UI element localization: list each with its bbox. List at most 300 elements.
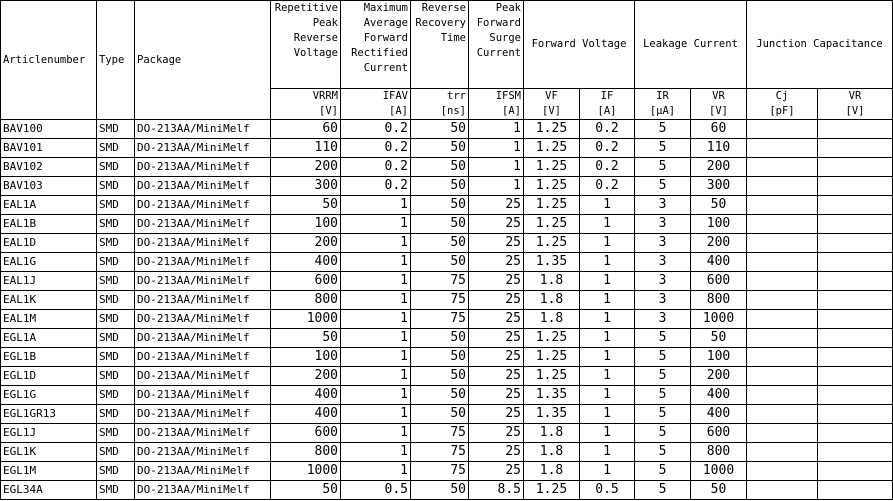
cell-type: SMD [97, 253, 135, 272]
cell-vf: 1.25 [524, 120, 580, 139]
cell-cj [747, 120, 818, 139]
cell-article: EGL1K [1, 443, 97, 462]
cell-vf: 1.25 [524, 481, 580, 500]
header-vr2-unit [818, 89, 893, 120]
cell-vr2 [818, 177, 893, 196]
cell-type: SMD [97, 120, 135, 139]
cell-article: EAL1D [1, 234, 97, 253]
cell-article: EGL34A [1, 481, 97, 500]
cell-article: EAL1M [1, 310, 97, 329]
table-row [1, 443, 893, 462]
table-row [1, 367, 893, 386]
table-row [1, 234, 893, 253]
cell-vrrm: 200 [271, 367, 341, 386]
cell-vf: 1.25 [524, 234, 580, 253]
cell-vr2 [818, 462, 893, 481]
cell-vr2 [818, 348, 893, 367]
cell-vrrm: 1000 [271, 310, 341, 329]
cell-ifav: 0.2 [341, 177, 411, 196]
table-body [1, 120, 893, 500]
cell-article: EGL1G [1, 386, 97, 405]
cell-ir: 5 [635, 348, 691, 367]
cell-package: DO-213AA/MiniMelf [135, 405, 271, 424]
cell-ir: 5 [635, 481, 691, 500]
cell-vr: 800 [691, 291, 747, 310]
cell-vr2 [818, 139, 893, 158]
cell-ifsm: 1 [469, 120, 524, 139]
cell-article: EAL1K [1, 291, 97, 310]
cell-trr: 50 [411, 158, 469, 177]
cell-vrrm: 200 [271, 158, 341, 177]
header-type: Type [97, 1, 135, 120]
cell-vr: 50 [691, 329, 747, 348]
cell-vr2 [818, 158, 893, 177]
if-unit: [A] [597, 105, 617, 117]
cell-if: 1 [580, 386, 635, 405]
cell-vr: 1000 [691, 310, 747, 329]
cell-package: DO-213AA/MiniMelf [135, 234, 271, 253]
cell-ifsm: 25 [469, 215, 524, 234]
cell-vrrm: 100 [271, 215, 341, 234]
cell-vf: 1.8 [524, 272, 580, 291]
cell-ir: 3 [635, 215, 691, 234]
cell-ifav: 1 [341, 234, 411, 253]
cell-ifsm: 25 [469, 443, 524, 462]
cell-if: 1 [580, 424, 635, 443]
cell-vr2 [818, 253, 893, 272]
cell-type: SMD [97, 177, 135, 196]
cell-if: 1 [580, 291, 635, 310]
cell-trr: 75 [411, 424, 469, 443]
cell-vr: 110 [691, 139, 747, 158]
cell-ifsm: 8.5 [469, 481, 524, 500]
cell-vrrm: 400 [271, 253, 341, 272]
header-ir-unit [635, 89, 691, 120]
table-row [1, 139, 893, 158]
cell-package: DO-213AA/MiniMelf [135, 291, 271, 310]
cell-vr2 [818, 481, 893, 500]
cell-ifsm: 25 [469, 424, 524, 443]
cell-type: SMD [97, 481, 135, 500]
cell-ir: 3 [635, 272, 691, 291]
cell-package: DO-213AA/MiniMelf [135, 215, 271, 234]
cell-ifsm: 1 [469, 158, 524, 177]
cell-vr: 800 [691, 443, 747, 462]
cell-ifsm: 25 [469, 386, 524, 405]
cell-package: DO-213AA/MiniMelf [135, 424, 271, 443]
cell-cj [747, 481, 818, 500]
cell-vr: 200 [691, 234, 747, 253]
cell-vf: 1.8 [524, 462, 580, 481]
cell-ir: 5 [635, 367, 691, 386]
cell-vrrm: 200 [271, 234, 341, 253]
cell-vf: 1.25 [524, 139, 580, 158]
cell-vr: 60 [691, 120, 747, 139]
cell-ifav: 1 [341, 367, 411, 386]
cell-vf: 1.8 [524, 443, 580, 462]
table-row [1, 329, 893, 348]
table-row [1, 386, 893, 405]
if-symbol: IF [600, 90, 614, 102]
cell-cj [747, 310, 818, 329]
table-row [1, 462, 893, 481]
cell-ifsm: 1 [469, 139, 524, 158]
header-ifsm-unit [469, 89, 524, 120]
header-vrrm-unit [271, 89, 341, 120]
header-row [1, 1, 893, 89]
cell-if: 0.2 [580, 139, 635, 158]
cell-trr: 75 [411, 291, 469, 310]
cell-trr: 50 [411, 120, 469, 139]
trr-symbol: trr [447, 90, 466, 102]
cell-if: 1 [580, 196, 635, 215]
cell-vr: 1000 [691, 462, 747, 481]
cell-vr2 [818, 443, 893, 462]
cell-cj [747, 234, 818, 253]
cell-article: EGL1J [1, 424, 97, 443]
cell-cj [747, 215, 818, 234]
cell-ifav: 1 [341, 386, 411, 405]
header-if-unit [580, 89, 635, 120]
cell-ir: 3 [635, 253, 691, 272]
cell-vr2 [818, 367, 893, 386]
cell-ifav: 1 [341, 253, 411, 272]
cell-ir: 5 [635, 329, 691, 348]
cell-vf: 1.25 [524, 215, 580, 234]
cell-ifav: 1 [341, 272, 411, 291]
cell-vr: 200 [691, 158, 747, 177]
cell-ifav: 0.5 [341, 481, 411, 500]
ifsm-symbol: IFSM [495, 90, 521, 102]
cell-vr2 [818, 405, 893, 424]
cell-cj [747, 443, 818, 462]
header-vf-unit [524, 89, 580, 120]
cell-cj [747, 196, 818, 215]
cell-trr: 75 [411, 462, 469, 481]
cell-ifsm: 25 [469, 234, 524, 253]
cell-cj [747, 177, 818, 196]
cell-trr: 50 [411, 234, 469, 253]
cell-vf: 1.35 [524, 386, 580, 405]
cell-type: SMD [97, 234, 135, 253]
cell-trr: 50 [411, 386, 469, 405]
cell-ifav: 1 [341, 443, 411, 462]
cell-ifav: 0.2 [341, 139, 411, 158]
cell-package: DO-213AA/MiniMelf [135, 443, 271, 462]
cell-vr: 600 [691, 272, 747, 291]
cell-article: EGL1M [1, 462, 97, 481]
cell-ifav: 1 [341, 291, 411, 310]
cell-article: EGL1GR13 [1, 405, 97, 424]
cell-trr: 50 [411, 139, 469, 158]
cell-ifav: 1 [341, 329, 411, 348]
cell-type: SMD [97, 443, 135, 462]
cell-type: SMD [97, 272, 135, 291]
cell-vrrm: 60 [271, 120, 341, 139]
cell-ir: 3 [635, 291, 691, 310]
cell-if: 1 [580, 367, 635, 386]
cell-vf: 1.25 [524, 348, 580, 367]
cell-cj [747, 462, 818, 481]
cell-vr2 [818, 310, 893, 329]
cell-trr: 50 [411, 196, 469, 215]
cell-ir: 5 [635, 386, 691, 405]
cell-trr: 75 [411, 310, 469, 329]
header-ifsm-label: Peak Forward Surge Current [469, 1, 524, 89]
cell-trr: 50 [411, 253, 469, 272]
header-vr-unit [691, 89, 747, 120]
cell-ifsm: 25 [469, 462, 524, 481]
cell-vrrm: 400 [271, 405, 341, 424]
cell-cj [747, 424, 818, 443]
table-row [1, 253, 893, 272]
cell-type: SMD [97, 139, 135, 158]
cell-cj [747, 367, 818, 386]
vf-symbol: VF [545, 90, 558, 102]
vrrm-unit: [V] [319, 105, 338, 117]
cj-unit: [pF] [769, 105, 795, 117]
cell-vr2 [818, 120, 893, 139]
cell-if: 1 [580, 329, 635, 348]
cell-if: 1 [580, 348, 635, 367]
header-package: Package [135, 1, 271, 120]
cell-package: DO-213AA/MiniMelf [135, 177, 271, 196]
cell-article: EGL1B [1, 348, 97, 367]
cell-vr: 300 [691, 177, 747, 196]
cell-if: 1 [580, 272, 635, 291]
cell-trr: 75 [411, 443, 469, 462]
cell-ir: 5 [635, 139, 691, 158]
cell-ifsm: 25 [469, 253, 524, 272]
cell-vf: 1.25 [524, 196, 580, 215]
cell-vr: 400 [691, 386, 747, 405]
cell-vf: 1.8 [524, 291, 580, 310]
cj-symbol: Cj [775, 90, 789, 102]
cell-trr: 50 [411, 215, 469, 234]
cell-if: 0.2 [580, 177, 635, 196]
cell-vrrm: 600 [271, 272, 341, 291]
cell-type: SMD [97, 348, 135, 367]
cell-if: 0.2 [580, 120, 635, 139]
cell-package: DO-213AA/MiniMelf [135, 139, 271, 158]
ir-unit: [μA] [649, 105, 676, 117]
cell-vrrm: 50 [271, 481, 341, 500]
cell-vrrm: 1000 [271, 462, 341, 481]
cell-type: SMD [97, 310, 135, 329]
cell-type: SMD [97, 291, 135, 310]
cell-package: DO-213AA/MiniMelf [135, 196, 271, 215]
cell-ifav: 1 [341, 424, 411, 443]
cell-vrrm: 800 [271, 291, 341, 310]
table-row [1, 405, 893, 424]
cell-ir: 3 [635, 234, 691, 253]
cell-vf: 1.35 [524, 405, 580, 424]
cell-article: EGL1D [1, 367, 97, 386]
cell-package: DO-213AA/MiniMelf [135, 272, 271, 291]
cell-vf: 1.25 [524, 158, 580, 177]
cell-type: SMD [97, 367, 135, 386]
cell-vr2 [818, 215, 893, 234]
cell-vr: 200 [691, 367, 747, 386]
cell-ifav: 1 [341, 196, 411, 215]
cell-type: SMD [97, 158, 135, 177]
cell-package: DO-213AA/MiniMelf [135, 310, 271, 329]
cell-vr2 [818, 424, 893, 443]
ifav-symbol: IFAV [382, 90, 408, 102]
cell-cj [747, 139, 818, 158]
cell-package: DO-213AA/MiniMelf [135, 386, 271, 405]
cell-ifav: 1 [341, 405, 411, 424]
cell-article: BAV102 [1, 158, 97, 177]
vr2-symbol: VR [848, 90, 862, 102]
table-row [1, 158, 893, 177]
cell-type: SMD [97, 386, 135, 405]
cell-ir: 5 [635, 443, 691, 462]
cell-if: 1 [580, 215, 635, 234]
cell-package: DO-213AA/MiniMelf [135, 481, 271, 500]
cell-ir: 3 [635, 310, 691, 329]
header-cj-unit [747, 89, 818, 120]
table-row [1, 424, 893, 443]
cell-vr2 [818, 386, 893, 405]
cell-cj [747, 329, 818, 348]
cell-vf: 1.25 [524, 177, 580, 196]
cell-type: SMD [97, 405, 135, 424]
cell-vrrm: 400 [271, 386, 341, 405]
table-row [1, 481, 893, 500]
cell-vr2 [818, 291, 893, 310]
cell-ifsm: 25 [469, 196, 524, 215]
cell-vrrm: 300 [271, 177, 341, 196]
cell-if: 1 [580, 462, 635, 481]
cell-cj [747, 253, 818, 272]
table-row [1, 196, 893, 215]
cell-article: EAL1A [1, 196, 97, 215]
header-ifav-unit [341, 89, 411, 120]
cell-vr: 400 [691, 253, 747, 272]
cell-cj [747, 291, 818, 310]
header-vrrm-label: Repetitive Peak Reverse Voltage [271, 1, 341, 89]
vrrm-symbol: VRRM [312, 90, 338, 102]
header-leakage-current: Leakage Current [635, 1, 747, 89]
cell-vr: 100 [691, 348, 747, 367]
cell-package: DO-213AA/MiniMelf [135, 120, 271, 139]
cell-vr: 50 [691, 481, 747, 500]
cell-type: SMD [97, 462, 135, 481]
cell-ir: 5 [635, 424, 691, 443]
header-forward-voltage: Forward Voltage [524, 1, 635, 89]
cell-article: EAL1G [1, 253, 97, 272]
cell-ifsm: 25 [469, 310, 524, 329]
cell-vr2 [818, 329, 893, 348]
cell-vrrm: 800 [271, 443, 341, 462]
cell-ir: 5 [635, 462, 691, 481]
ifav-unit: [A] [389, 105, 408, 117]
table-row [1, 310, 893, 329]
cell-vr2 [818, 196, 893, 215]
table-row [1, 120, 893, 139]
ir-symbol: IR [656, 90, 669, 102]
cell-ifav: 0.2 [341, 120, 411, 139]
cell-cj [747, 386, 818, 405]
cell-vr: 400 [691, 405, 747, 424]
ifsm-unit: [A] [502, 105, 521, 117]
cell-ifsm: 25 [469, 291, 524, 310]
cell-trr: 50 [411, 177, 469, 196]
cell-ir: 3 [635, 196, 691, 215]
cell-trr: 75 [411, 272, 469, 291]
cell-vr2 [818, 234, 893, 253]
cell-vf: 1.25 [524, 367, 580, 386]
cell-vr2 [818, 272, 893, 291]
cell-package: DO-213AA/MiniMelf [135, 348, 271, 367]
header-articlenumber: Articlenumber [1, 1, 97, 120]
vr-symbol: VR [712, 90, 725, 102]
cell-vf: 1.35 [524, 253, 580, 272]
vr2-unit: [V] [845, 105, 865, 117]
cell-article: EAL1B [1, 215, 97, 234]
cell-vrrm: 100 [271, 348, 341, 367]
cell-vr: 600 [691, 424, 747, 443]
cell-type: SMD [97, 329, 135, 348]
table-row [1, 291, 893, 310]
cell-vrrm: 50 [271, 329, 341, 348]
cell-ifav: 1 [341, 462, 411, 481]
cell-ifsm: 25 [469, 405, 524, 424]
cell-cj [747, 272, 818, 291]
cell-vr: 100 [691, 215, 747, 234]
cell-vrrm: 50 [271, 196, 341, 215]
header-trr-unit [411, 89, 469, 120]
cell-if: 0.2 [580, 158, 635, 177]
cell-if: 1 [580, 443, 635, 462]
cell-article: BAV103 [1, 177, 97, 196]
cell-package: DO-213AA/MiniMelf [135, 462, 271, 481]
trr-unit: [ns] [440, 105, 466, 117]
cell-vf: 1.8 [524, 310, 580, 329]
table-row [1, 348, 893, 367]
cell-package: DO-213AA/MiniMelf [135, 253, 271, 272]
cell-ifav: 1 [341, 310, 411, 329]
cell-ifsm: 25 [469, 367, 524, 386]
cell-ir: 5 [635, 405, 691, 424]
vr-unit: [V] [709, 105, 728, 117]
cell-ifav: 1 [341, 348, 411, 367]
cell-if: 1 [580, 234, 635, 253]
cell-package: DO-213AA/MiniMelf [135, 329, 271, 348]
cell-article: BAV100 [1, 120, 97, 139]
cell-cj [747, 405, 818, 424]
cell-vr: 50 [691, 196, 747, 215]
cell-article: BAV101 [1, 139, 97, 158]
cell-vf: 1.25 [524, 329, 580, 348]
cell-if: 1 [580, 405, 635, 424]
cell-ir: 5 [635, 177, 691, 196]
cell-vrrm: 600 [271, 424, 341, 443]
cell-ir: 5 [635, 158, 691, 177]
cell-type: SMD [97, 215, 135, 234]
cell-ifsm: 25 [469, 348, 524, 367]
header-ifav-label: Maximum Average Forward Rectified Current [341, 1, 411, 89]
cell-ifsm: 1 [469, 177, 524, 196]
cell-if: 1 [580, 310, 635, 329]
table-row [1, 272, 893, 291]
cell-ifav: 1 [341, 215, 411, 234]
header-junction-capacitance: Junction Capacitance [747, 1, 893, 89]
cell-package: DO-213AA/MiniMelf [135, 367, 271, 386]
cell-article: EAL1J [1, 272, 97, 291]
cell-ifav: 0.2 [341, 158, 411, 177]
